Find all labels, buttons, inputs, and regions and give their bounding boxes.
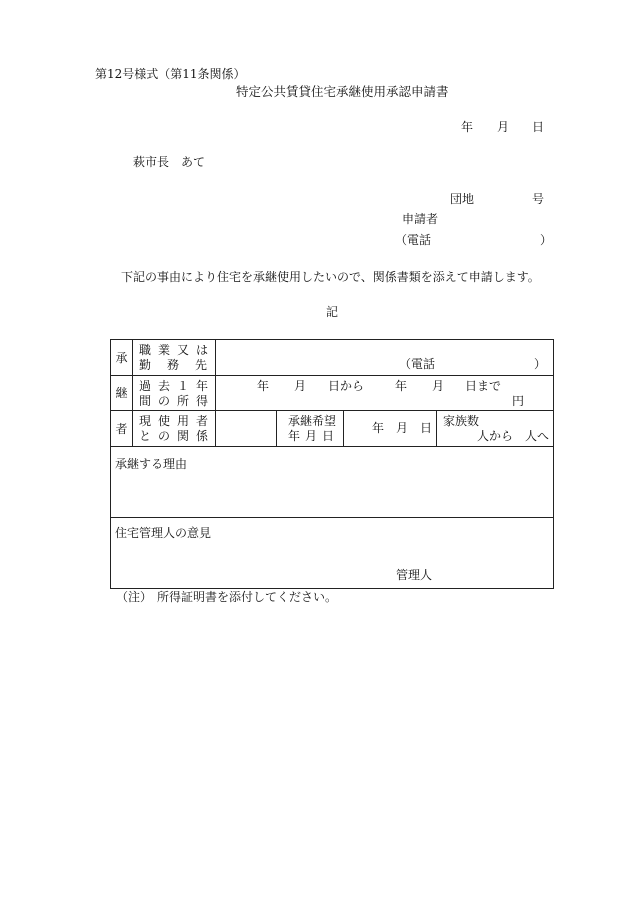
income-from-day: 日から: [328, 379, 365, 393]
income-to-month: 月: [432, 379, 445, 393]
wish-date-label-line2: 年月日: [288, 429, 340, 443]
income-label-cell: [133, 376, 216, 411]
applicant-phone-close: ）: [540, 233, 553, 247]
reason-cell[interactable]: [111, 447, 554, 518]
occupation-phone-open: （電話: [399, 357, 436, 371]
occupation-value-cell[interactable]: [216, 340, 554, 376]
relationship-label-cell: [133, 411, 216, 447]
income-label-line2: 間の所得: [139, 394, 216, 408]
occupation-label-cell: [133, 340, 224, 376]
family-count-label: 家族数: [443, 414, 480, 428]
occupation-label-line1: 職業又は: [139, 343, 216, 357]
relationship-value-cell[interactable]: [216, 411, 277, 447]
side-label-1: 承: [111, 340, 133, 376]
wish-date-value-cell[interactable]: [344, 411, 437, 447]
income-label-line1: 過去１年: [139, 379, 216, 393]
side-label-2: 継: [111, 376, 133, 411]
row-manager-opinion: [111, 518, 554, 589]
row-income: [111, 376, 554, 411]
manager-opinion-label: 住宅管理人の意見: [115, 526, 212, 540]
statement: 下記の事由により住宅を承継使用したいので、関係書類を添えて申請します。: [121, 270, 540, 284]
income-from-year: 年: [257, 379, 270, 393]
wish-date-value: 年 月 日: [372, 421, 433, 435]
note-label: （注）: [116, 590, 153, 604]
date-day: 日: [532, 120, 545, 134]
reason-label: 承継する理由: [115, 457, 188, 471]
wish-date-label-line1: 承継希望: [288, 414, 337, 428]
income-value-cell[interactable]: [216, 376, 554, 411]
relationship-label-line2: との関係: [139, 429, 216, 443]
side-label-3: 者: [111, 411, 133, 447]
wish-date-label-cell: [277, 411, 344, 447]
relationship-label-line1: 現使用者: [139, 414, 216, 428]
row-reason: [111, 447, 554, 518]
date-month: 月: [497, 120, 510, 134]
family-count-cell[interactable]: [437, 411, 554, 447]
income-from-month: 月: [294, 379, 307, 393]
income-yen: 円: [512, 394, 525, 408]
row-occupation: [111, 340, 554, 376]
income-to-day: 日まで: [465, 379, 502, 393]
occupation-phone-close: ）: [534, 357, 547, 371]
ki-heading: 記: [326, 305, 339, 319]
applicant-label: 申請者: [402, 212, 439, 226]
page-title: 特定公共賃貸住宅承継使用承認申請書: [236, 84, 449, 99]
manager-opinion-cell[interactable]: [111, 518, 554, 589]
applicant-danchi: 団地: [450, 192, 475, 206]
addressee: 萩市長 あて: [133, 155, 206, 169]
income-to-year: 年: [395, 379, 408, 393]
occupation-label-line2: 勤務先: [139, 358, 224, 372]
note-text: 所得証明書を添付してください。: [157, 590, 338, 604]
applicant-go: 号: [532, 192, 545, 206]
row-relationship: [111, 411, 554, 447]
family-count-values: 人から 人へ: [477, 429, 550, 443]
manager-label: 管理人: [396, 568, 433, 582]
application-table: [110, 339, 554, 589]
applicant-phone-open: （電話: [395, 233, 432, 247]
form-number: 第12号様式（第11条関係）: [95, 67, 246, 81]
date-year: 年: [461, 120, 474, 134]
